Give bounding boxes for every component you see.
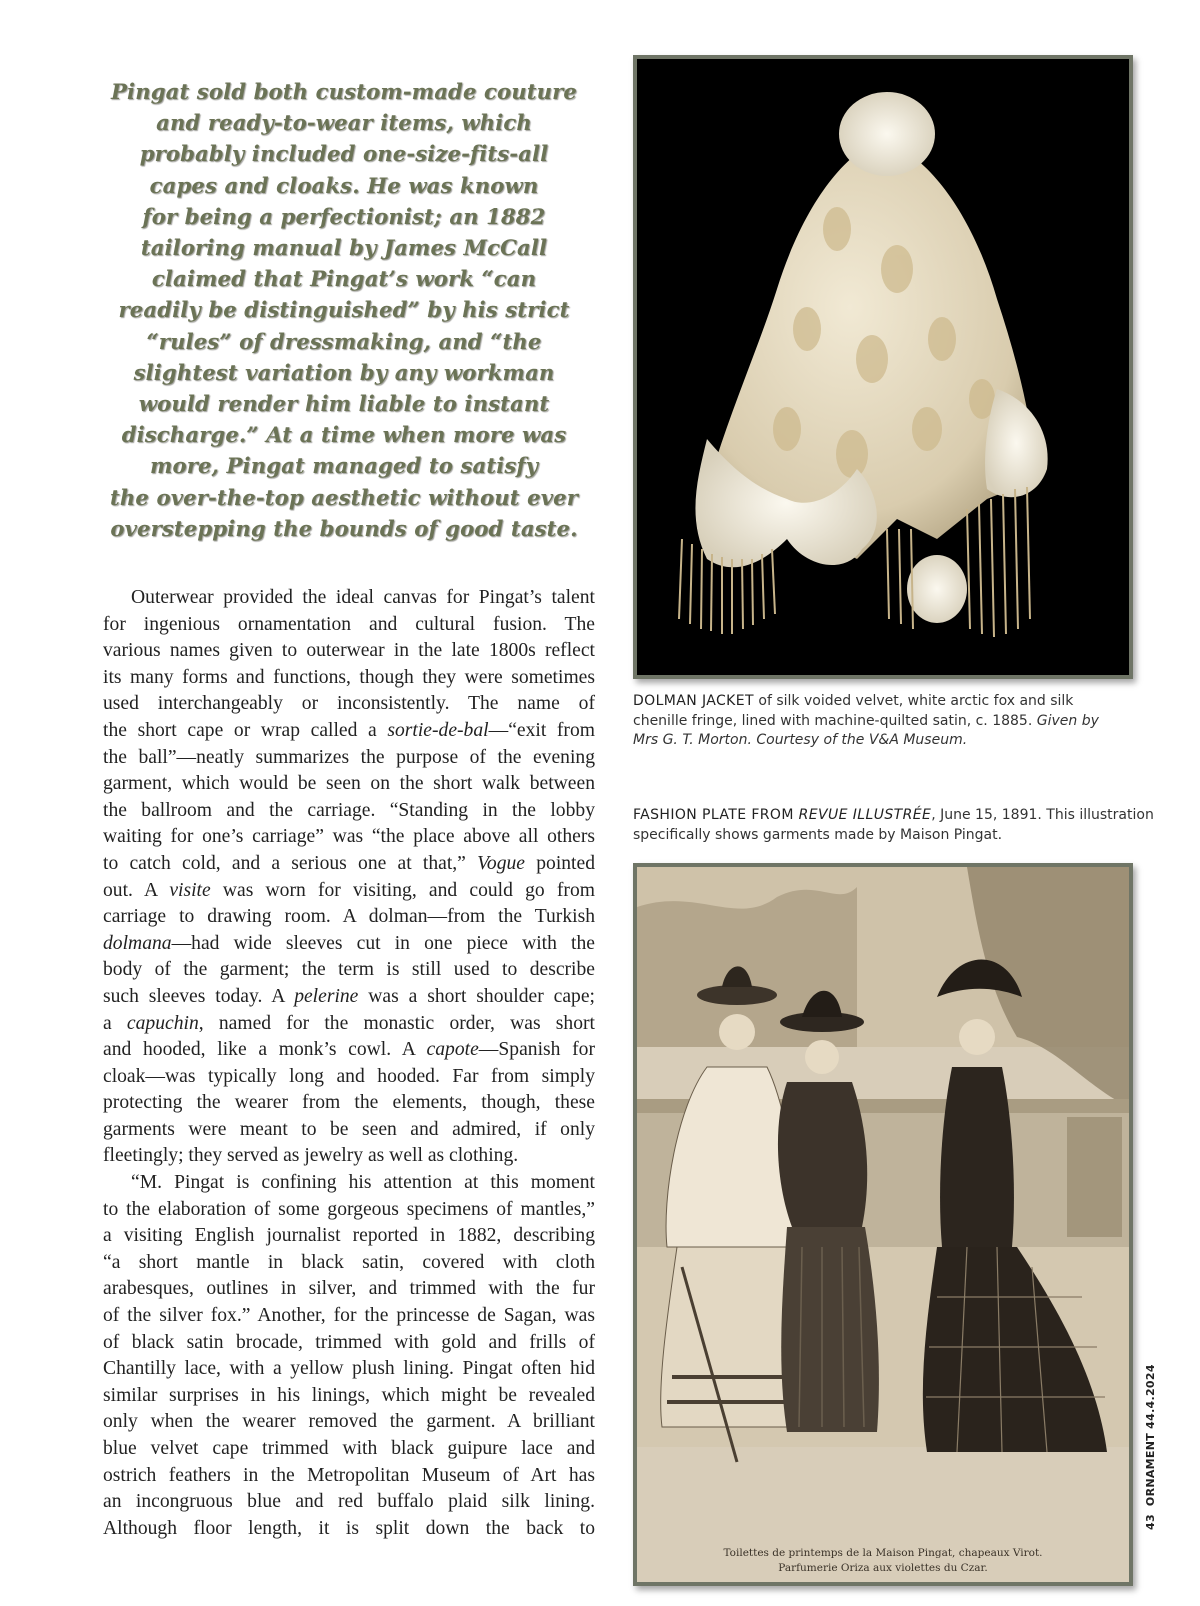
body-text-run: was worn for visiting, and could go from [210,879,595,901]
body-line: an incongruous blue and red buffalo plaid silk lining. [103,1491,595,1513]
body-line: blue velvet cape trimmed with black guipure lace and [103,1438,595,1459]
pull-quote-line: discharge.” At a time when more was [121,422,567,448]
body-text-run: —Spanish for [478,1039,595,1061]
plate-caption [633,806,1154,845]
pull-quote-line: probably included one-size-fits-all [139,141,549,167]
fashion-plate-illustration [637,867,1129,1507]
body-text-run: was a short shoulder cape; [358,985,595,1007]
body-text-run: to catch cold, and a serious one at that,” [103,852,478,874]
article-body [103,585,595,1542]
fashion-plate-engraving [633,863,1133,1586]
body-line: garment, which would be seen on the short walk between [103,773,595,795]
body-line [103,931,595,958]
engraving-caption-line: Toilettes de printemps de la Maison Pingat, chapeaux Virot. [723,1547,1043,1559]
body-line: fleetingly; they served as jewelry as well as clothing. [103,1145,519,1167]
pull-quote-line: capes and cloaks. He was known [149,172,539,198]
body-line: protecting the wearer from the elements, though, these [103,1092,595,1114]
body-text-run: pointed [525,852,595,874]
body-line: Chantilly lace, with a yellow plush lining. Pingat often hid [103,1358,595,1380]
body-line: a visiting English journalist reported in 1882, describing [103,1225,595,1247]
pull-quote [104,76,584,544]
body-line [103,718,595,745]
body-line: for ingenious ornamentation and cultural fusion. The [103,613,595,635]
body-text-run: out. A [103,879,170,901]
body-line: similar surprises in his linings, which might be revealed [103,1384,595,1406]
emphasis-term: pelerine [294,985,359,1007]
body-line: waiting for one’s carriage” was “the place above all others [103,826,595,848]
emphasis-term: Vogue [477,852,525,874]
caption-credit: Given by [1036,712,1099,729]
pull-quote-line: slightest variation by any workman [133,359,555,385]
body-line [103,984,595,1011]
body-line: Outerwear provided the ideal canvas for Pingat’s talent [131,587,595,608]
dolman-jacket-photo [633,55,1133,679]
emphasis-term: capuchin [126,1012,199,1034]
pull-quote-line: for being a perfectionist; an 1882 [142,203,546,229]
caption-line: specifically shows garments made by Maison Pingat. [633,826,1003,843]
body-text-run: , named for the monastic order, was short [198,1012,595,1034]
body-line: ostrich feathers in the Metropolitan Museum of Art has [103,1464,595,1486]
caption-lead: DOLMAN JACKET [633,693,754,709]
body-text-run: such sleeves today. A [103,985,295,1007]
pull-quote-line: would render him liable to instant [138,391,550,417]
caption-text: , June 15, 1891. This illustration [931,807,1154,823]
dolman-caption [633,692,1133,751]
caption-line [633,692,1133,712]
page-number: 43 [1144,1514,1157,1530]
body-text-run: —“exit from [488,719,595,741]
pull-quote-line: “rules” of dressmaking, and “the [146,328,542,354]
body-line: body of the garment; the term is still used to describe [103,959,595,981]
pull-quote-line: tailoring manual by James McCall [140,235,548,261]
caption-credit: Mrs G. T. Morton. Courtesy of the V&A Museum. [633,732,968,748]
engraving-caption-line: Parfumerie Oriza aux violettes du Czar. [778,1562,988,1574]
body-line: garments were meant to be seen and admired, if only [103,1118,595,1140]
caption-lead: FASHION PLATE FROM [633,807,799,823]
body-line: the ballroom and the carriage. “Standing in the lobby [103,799,595,821]
body-line [103,878,595,905]
body-text-run: the short cape or wrap called a [103,719,388,741]
pull-quote-line: claimed that Pingat’s work “can [151,266,537,292]
body-text-run: a [103,1012,127,1034]
body-line: its many forms and functions, though they were sometimes [103,666,595,688]
body-line [103,1037,595,1064]
body-line: “a short mantle in black satin, covered with cloth [103,1251,595,1273]
body-line: the ball”—neatly summarizes the purpose of the evening [103,746,595,768]
body-line [103,1011,595,1038]
body-line: only when the wearer removed the garment. A brilliant [103,1411,595,1433]
caption-text: chenille fringe, lined with machine-quilted satin, c. 1885. [633,712,1037,729]
emphasis-term: sortie-de-bal [387,719,489,741]
publication-name: ORNAMENT 44.4.2024 [1144,1364,1157,1507]
caption-line [633,806,1154,826]
caption-line [633,712,1133,732]
engraving-caption [637,1546,1129,1576]
body-line: cloak—was typically long and hooded. Far from simply [103,1065,595,1087]
body-line: various names given to outerwear in the late 1800s reflect [103,640,595,662]
pull-quote-line: more, Pingat managed to satisfy [149,453,539,479]
body-text-run: —had wide sleeves cut in one piece with the [171,932,595,954]
body-line: “M. Pingat is confining his attention at this moment [131,1172,595,1194]
emphasis-term: visite [169,879,211,901]
caption-line [633,731,1133,751]
body-text-run: and hooded, like a monk’s cowl. A [103,1039,427,1061]
dolman-jacket-illustration [637,59,1129,675]
pull-quote-line: Pingat sold both custom-made couture [111,79,577,104]
caption-text: of silk voided velvet, white arctic fox and silk [753,693,1074,709]
emphasis-term: dolmana [103,932,172,954]
body-line: arabesques, outlines in silver, and trimmed with the fur [103,1278,595,1300]
body-line: of black satin brocade, trimmed with gold and frills of [103,1331,595,1353]
body-line: Although floor length, it is split down the back to [103,1517,595,1539]
caption-lead-italic: REVUE ILLUSTRÉE [798,807,932,823]
pull-quote-line: the over-the-top aesthetic without ever [110,484,578,510]
body-line: of the silver fox.” Another, for the princesse de Sagan, was [103,1305,595,1327]
pull-quote-line: readily be distinguished” by his strict [118,297,570,323]
body-line: to the elaboration of some gorgeous specimens of mantles,” [103,1198,595,1220]
body-line [103,851,595,878]
emphasis-term: capote [426,1039,479,1061]
body-line: used interchangeably or inconsistently. The name of [103,693,595,715]
body-line: carriage to drawing room. A dolman—from the Turkish [103,906,595,928]
page-folio [1144,1364,1157,1530]
pull-quote-line: overstepping the bounds of good taste. [110,515,578,541]
pull-quote-line: and ready-to-wear items, which [156,110,532,136]
